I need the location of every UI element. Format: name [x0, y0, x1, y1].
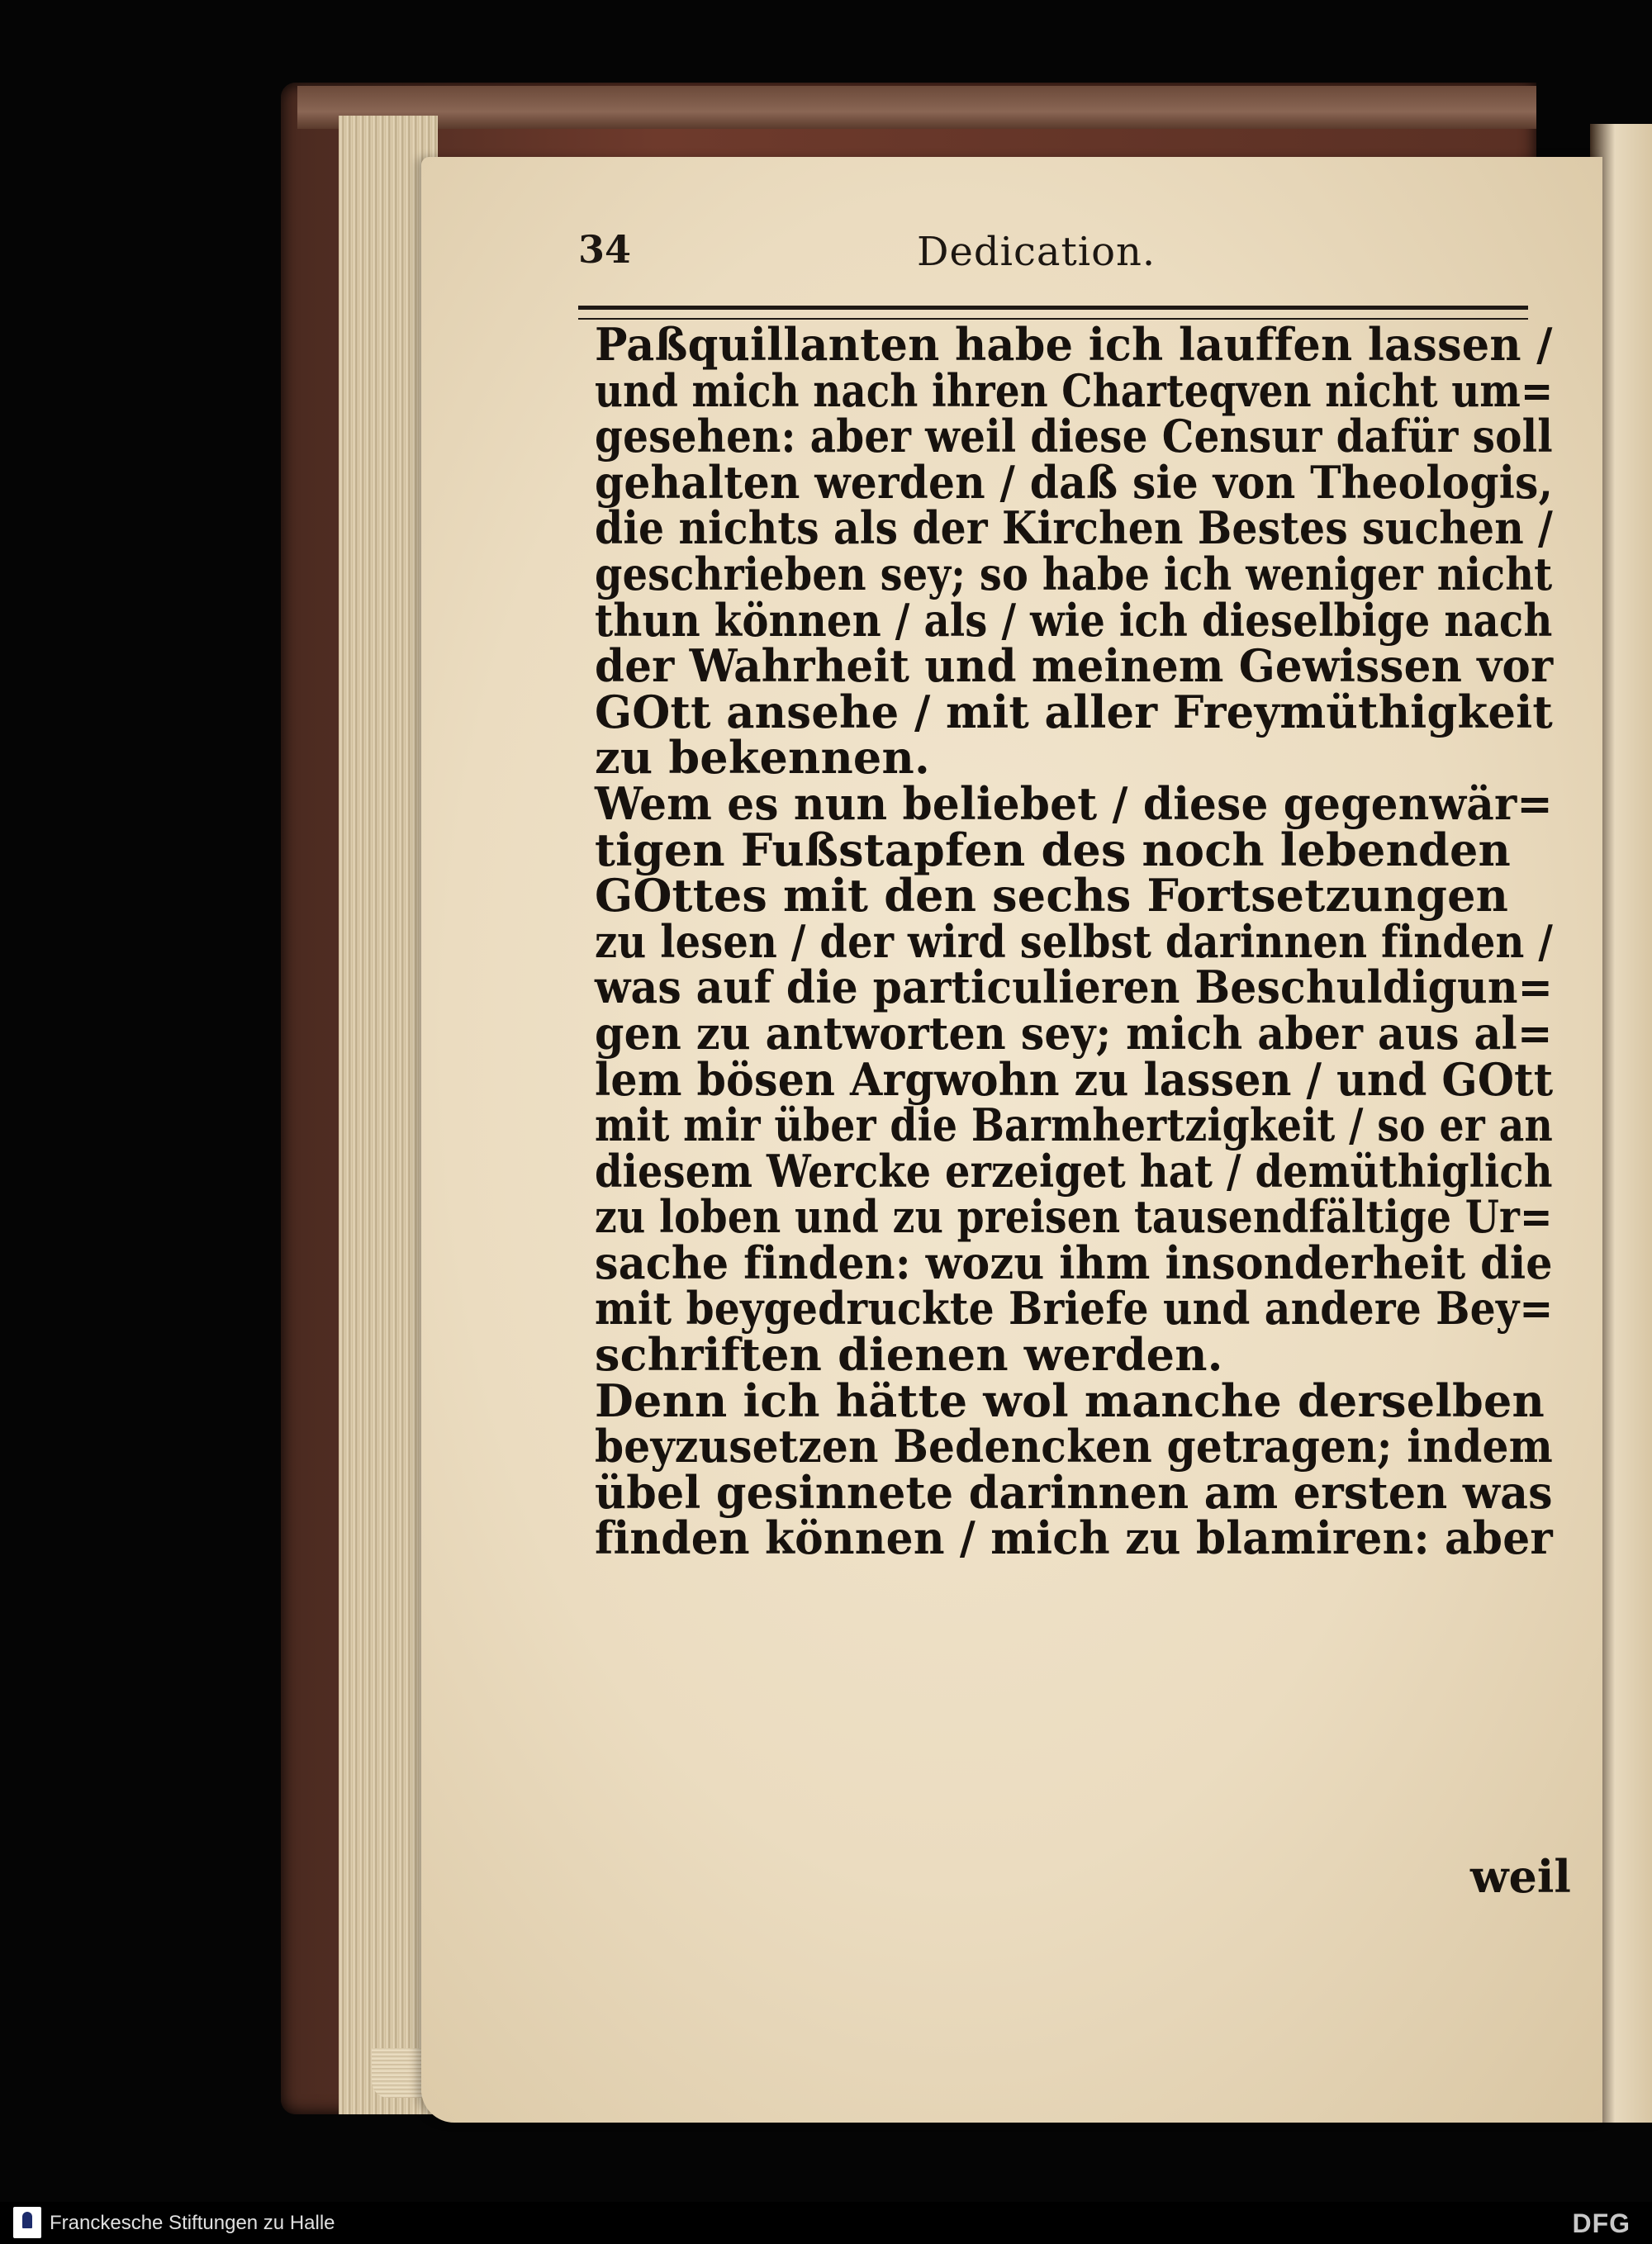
text-line: gehalten werden / daß sie von Theologis, — [595, 455, 1554, 509]
text-line: GOttes mit den sechs Fortsetzungen — [595, 869, 1509, 923]
text-line: thun können / als / wie ich dieselbige nach — [595, 593, 1553, 647]
institution-logo-icon — [13, 2207, 41, 2238]
text-line: diesem Wercke erzeiget hat / demüthiglich — [595, 1144, 1553, 1198]
institution-name: Franckesche Stiftungen zu Halle — [50, 2212, 335, 2234]
text-line: lem bösen Argwohn zu lassen / und GOtt — [595, 1052, 1554, 1106]
text-line: zu lesen / der wird selbst darinnen finden / — [595, 914, 1554, 968]
text-line: was auf die particulieren Beschuldigun= — [595, 961, 1554, 1014]
text-line: geschrieben sey; so habe ich weniger nicht — [595, 547, 1553, 600]
text-line: zu bekennen. — [595, 731, 930, 785]
text-line: finden können / mich zu blamiren: aber — [595, 1511, 1553, 1565]
dfg-logo: DFG — [1572, 2208, 1631, 2238]
text-line: GOtt ansehe / mit aller Freymüthigkeit — [595, 685, 1553, 738]
text-line: Wem es nun beliebet / diese gegenwär= — [595, 776, 1553, 830]
text-line: beyzusetzen Bedencken getragen; indem — [595, 1420, 1554, 1473]
text-line: und mich nach ihren Charteqven nicht um= — [595, 363, 1554, 417]
page-text — [595, 318, 1569, 1565]
catchword: weil — [1470, 1850, 1571, 1903]
text-line: schriften dienen werden. — [595, 1328, 1223, 1382]
text-line: mit beygedruckte Briefe und andere Bey= — [595, 1282, 1554, 1335]
footer-bar — [0, 2202, 1652, 2244]
text-line: tigen Fußstapfen des noch lebenden — [595, 823, 1512, 876]
text-line: der Wahrheit und meinem Gewissen vor — [595, 639, 1554, 693]
text-line: übel gesinnete darinnen am ersten was — [595, 1465, 1553, 1519]
text-line: sache finden: wozu ihm insonderheit die — [595, 1236, 1553, 1289]
page-number: 34 — [578, 227, 632, 272]
text-line: die nichts als der Kirchen Bestes suchen / — [595, 501, 1554, 555]
book-spine-top — [297, 86, 1536, 129]
text-line: gesehen: aber weil diese Censur dafür soll — [595, 410, 1553, 463]
text-line: gen zu antworten sey; mich aber aus al= — [595, 1006, 1553, 1060]
text-line: Denn ich hätte wol manche derselben — [595, 1373, 1545, 1427]
running-head: Dedication. — [917, 229, 1156, 275]
text-line: Paßquillanten habe ich lauffen lassen / — [595, 318, 1553, 371]
text-line: mit mir über die Barmhertzigkeit / so er an — [595, 1098, 1554, 1152]
text-line: zu loben und zu preisen tausendfältige Ur= — [595, 1190, 1553, 1244]
page-header — [578, 227, 1528, 293]
